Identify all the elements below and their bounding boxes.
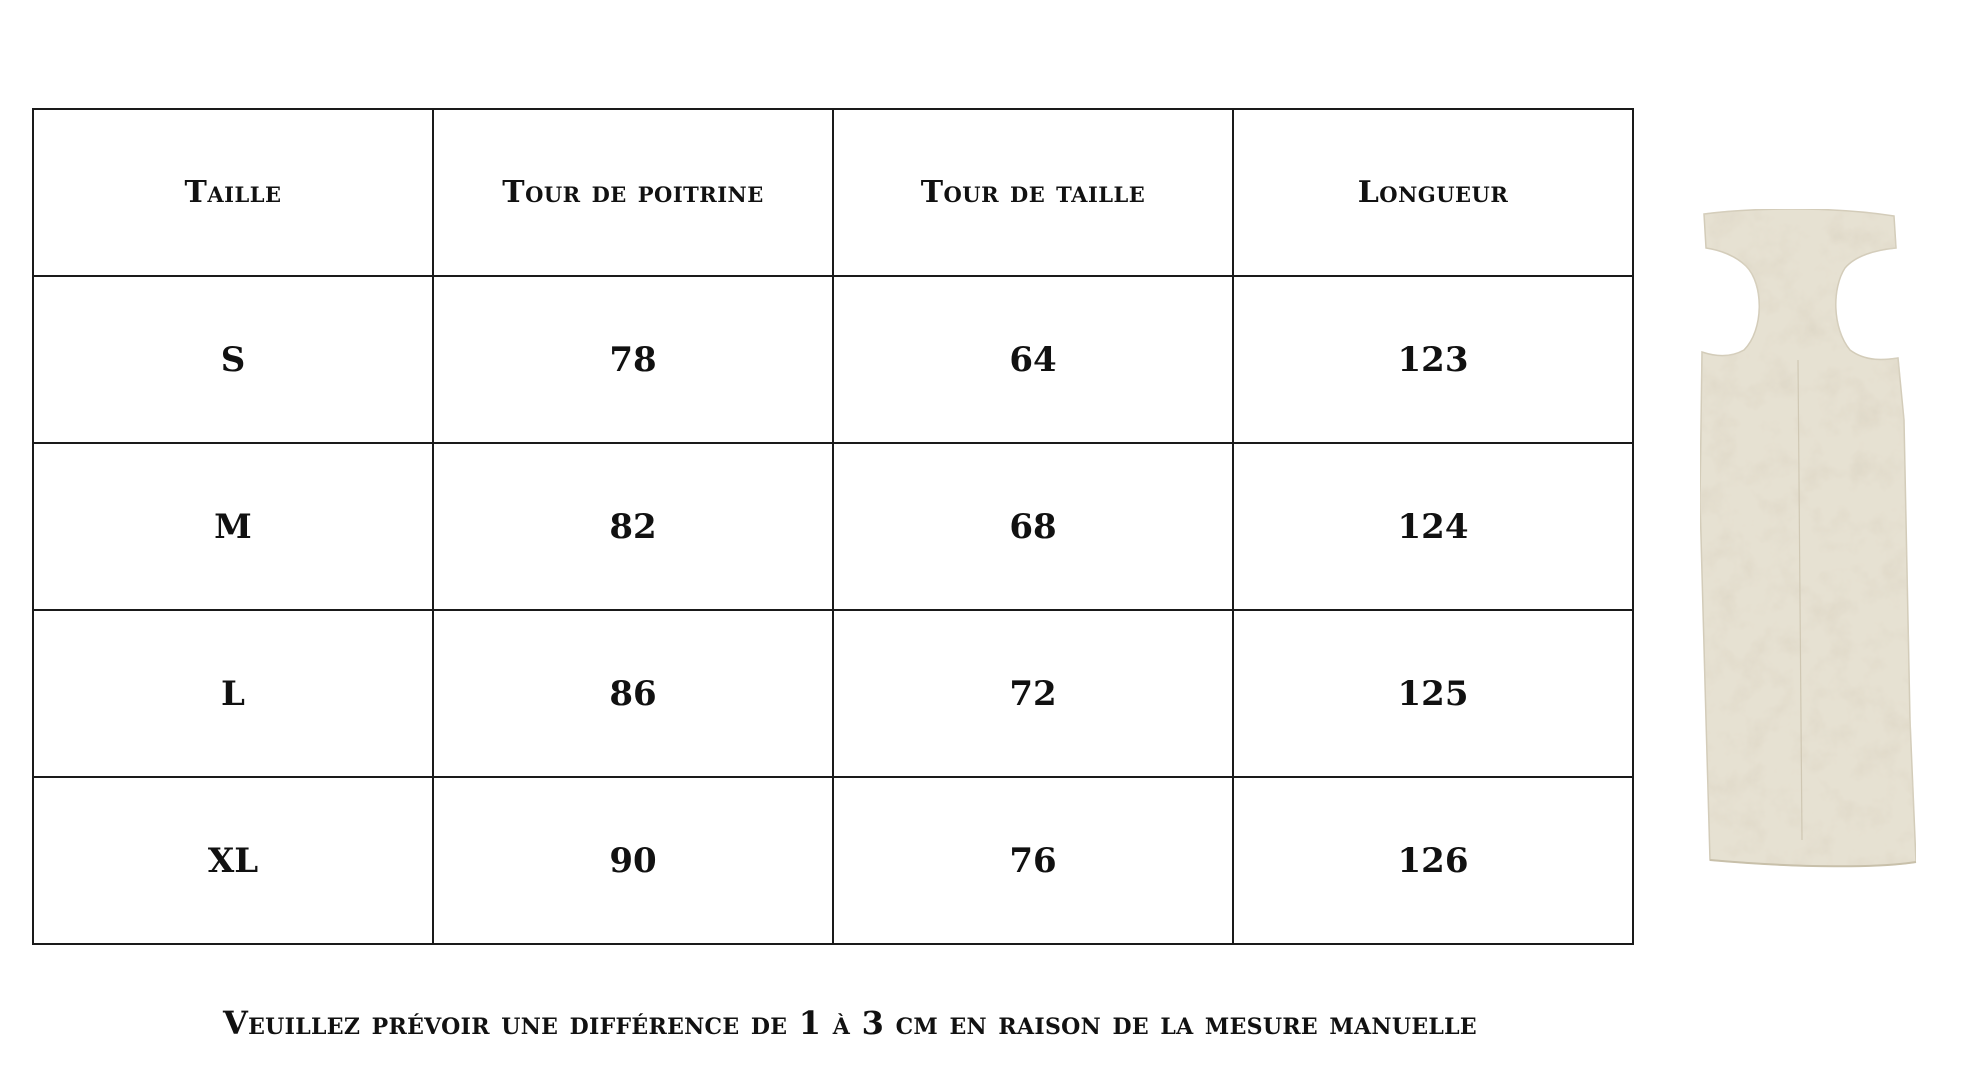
cell-bust: 82	[433, 443, 833, 610]
header-bust: Tour de poitrine	[433, 109, 833, 276]
cell-bust: 90	[433, 777, 833, 944]
cell-bust: 86	[433, 610, 833, 777]
header-waist: Tour de taille	[833, 109, 1233, 276]
table-row	[33, 777, 1633, 944]
cell-length: 124	[1233, 443, 1633, 610]
cell-waist: 72	[833, 610, 1233, 777]
cell-waist: 64	[833, 276, 1233, 443]
table-header-row	[33, 109, 1633, 276]
dress-image	[1680, 200, 1930, 880]
cell-size: L	[33, 610, 433, 777]
measurement-disclaimer: Veuillez prévoir une différence de 1 à 3 cm en raison de la mesure manuelle	[222, 1004, 1477, 1042]
table-row	[33, 610, 1633, 777]
cell-length: 123	[1233, 276, 1633, 443]
size-chart-table	[32, 108, 1634, 945]
cell-waist: 68	[833, 443, 1233, 610]
cell-bust: 78	[433, 276, 833, 443]
table-row	[33, 443, 1633, 610]
header-size: Taille	[33, 109, 433, 276]
dress-shape	[1700, 209, 1916, 866]
cell-size: S	[33, 276, 433, 443]
table-row	[33, 276, 1633, 443]
cell-length: 126	[1233, 777, 1633, 944]
cell-length: 125	[1233, 610, 1633, 777]
cell-size: M	[33, 443, 433, 610]
header-length: Longueur	[1233, 109, 1633, 276]
cell-size: XL	[33, 777, 433, 944]
cell-waist: 76	[833, 777, 1233, 944]
